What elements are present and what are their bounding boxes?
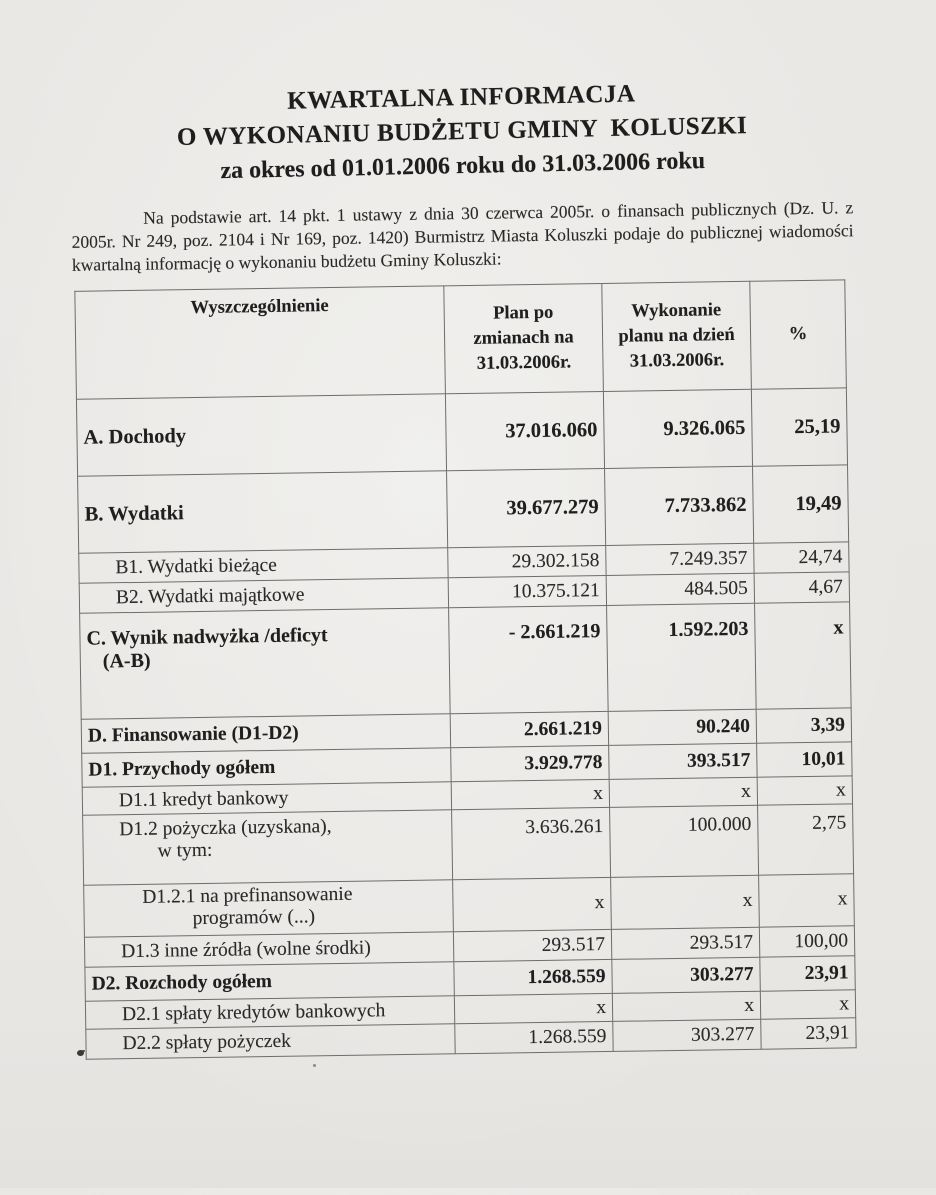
row-plan: 3.929.778 — [451, 745, 609, 781]
intro-paragraph: Na podstawie art. 14 pkt. 1 ustawy z dnia 30 czerwca 2005r. o finansach publicznych (Dz. U. z 2005r. Nr 249, poz. 2104 i Nr 169, poz. 1420) Burmistrz Miasta Koluszki podaje do publicznej wiadomości kwartalną informację o wykonaniu budżetu Gminy Koluszki: — [71, 197, 854, 276]
row-label-line2: w tym: — [157, 839, 213, 862]
row-label: D1. Przychody ogółem — [82, 748, 451, 787]
header-specification: Wyszczególnienie — [75, 286, 446, 399]
table-header-row — [75, 280, 847, 399]
row-plan: 10.375.121 — [448, 575, 606, 607]
row-plan: 39.677.279 — [447, 468, 606, 547]
table-row-pozyczka — [83, 804, 854, 885]
header-percent: % — [750, 280, 847, 389]
row-label: A. Dochody — [76, 394, 446, 476]
row-plan: 293.517 — [453, 929, 611, 961]
row-label: B2. Wydatki majątkowe — [79, 578, 448, 613]
row-execution: 90.240 — [608, 709, 756, 745]
row-label: D2.2 spłaty pożyczek — [86, 1024, 455, 1059]
row-label: D1.3 inne źródła (wolne środki) — [84, 932, 453, 967]
row-label: D. Finansowanie (D1-D2) — [81, 714, 450, 753]
row-label: D2.1 spłaty kredytów bankowych — [85, 996, 454, 1029]
row-label — [83, 810, 453, 885]
speck-artifact — [313, 1064, 316, 1067]
row-execution: 393.517 — [609, 743, 757, 779]
title-line-3: za okres od 01.01.2006 roku do 31.03.2006 roku — [220, 147, 706, 185]
row-execution: 303.277 — [613, 1019, 761, 1051]
row-plan: 1.268.559 — [455, 1021, 613, 1053]
row-plan: 29.302.158 — [448, 545, 606, 577]
row-percent: 19,49 — [753, 465, 849, 543]
row-plan: x — [453, 877, 612, 931]
row-execution: 303.277 — [612, 957, 760, 993]
row-percent: 2,75 — [758, 804, 854, 875]
row-percent: 3,39 — [756, 708, 851, 743]
row-label-line2: programów (...) — [192, 906, 316, 930]
title-line-2: O WYKONANIU BUDŻETU GMINY KOLUSZKI — [176, 112, 748, 152]
row-execution: 7.249.357 — [606, 543, 754, 575]
row-label-line2: (A-B) — [102, 649, 151, 673]
header-plan: Plan po zmianach na 31.03.2006r. — [444, 283, 604, 393]
row-label-line1: C. Wynik nadwyżka /deficyt — [86, 624, 328, 650]
budget-table — [74, 279, 856, 1059]
row-execution: x — [612, 991, 760, 1021]
row-label — [84, 880, 454, 937]
row-plan: x — [451, 779, 609, 809]
row-percent: 23,91 — [761, 1018, 856, 1049]
row-execution: 100.000 — [610, 805, 759, 877]
row-percent: 100,00 — [759, 926, 854, 957]
table-row-wydatki — [78, 465, 849, 553]
header-execution: Wykonanie planu na dzień 31.03.2006r. — [602, 281, 752, 391]
table-row-wynik — [80, 602, 851, 719]
row-plan: 1.268.559 — [454, 959, 612, 995]
title-line-1: KWARTALNA INFORMACJA — [286, 80, 636, 115]
row-label: D1.1 kredyt bankowy — [82, 782, 451, 815]
row-percent: 25,19 — [751, 388, 847, 466]
row-label — [80, 608, 451, 719]
row-percent: 4,67 — [754, 572, 849, 603]
row-label: B. Wydatki — [78, 471, 448, 553]
row-execution: 9.326.065 — [603, 389, 752, 468]
row-percent: x — [757, 776, 852, 805]
row-percent: 23,91 — [760, 956, 855, 991]
row-plan: 37.016.060 — [445, 391, 604, 470]
row-execution: 1.592.203 — [607, 603, 757, 711]
row-execution: 293.517 — [611, 927, 759, 959]
row-percent: 24,74 — [754, 542, 849, 573]
row-plan: x — [454, 993, 612, 1023]
row-percent: x — [755, 602, 852, 709]
row-percent: 10,01 — [757, 742, 852, 777]
row-label: B1. Wydatki bieżące — [79, 548, 448, 583]
document-title — [0, 74, 931, 190]
row-execution: 484.505 — [606, 573, 754, 605]
row-execution: 7.733.862 — [605, 466, 754, 545]
row-label-line1: D1.2.1 na prefinansowanie — [142, 883, 353, 908]
row-execution: x — [609, 777, 757, 807]
row-plan: 3.636.261 — [452, 807, 611, 879]
row-percent: x — [760, 990, 855, 1019]
table-row-dochody — [76, 388, 847, 476]
row-execution: x — [611, 875, 760, 929]
row-plan: - 2.661.219 — [449, 605, 609, 713]
row-percent: x — [759, 874, 855, 927]
ink-dot-artifact — [77, 1050, 84, 1056]
row-label: D2. Rozchody ogółem — [85, 962, 454, 1001]
row-label-line1: D1.2 pożyczka (uzyskana), — [119, 816, 332, 841]
row-plan: 2.661.219 — [450, 711, 608, 747]
